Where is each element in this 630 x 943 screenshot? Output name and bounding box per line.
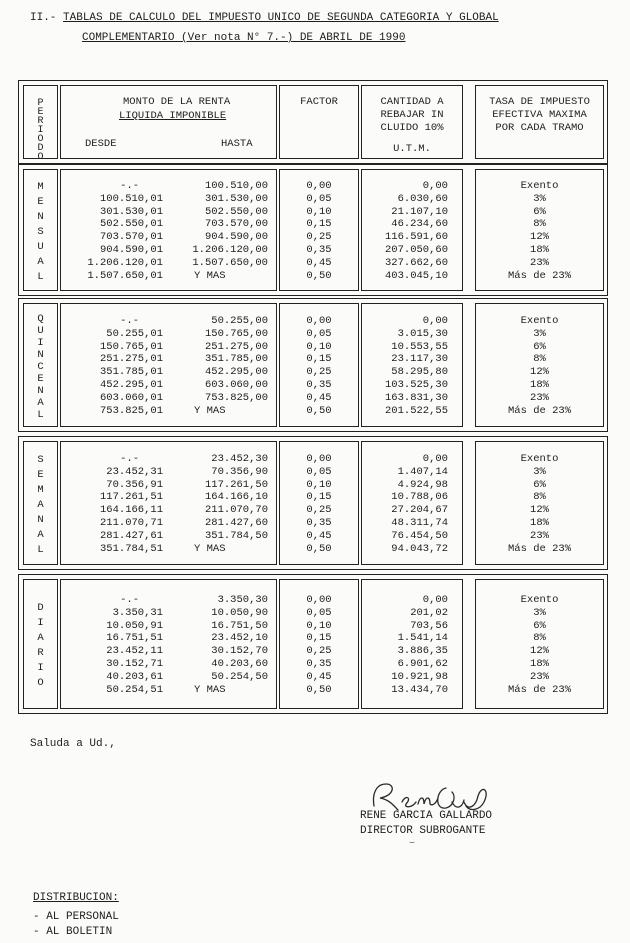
- tasa-cell: [475, 441, 604, 565]
- factor-value: 0,25: [306, 366, 332, 379]
- desde-value: 703.570,01: [99, 231, 163, 244]
- table-row: [61, 658, 276, 671]
- factor-value: 0,00: [306, 453, 332, 465]
- table-row: [61, 405, 276, 418]
- factor-value: 0,25: [306, 504, 332, 517]
- tasa-value: 12%: [530, 645, 549, 658]
- hasta-value: 150.765,00: [204, 327, 268, 340]
- tasa-value: 12%: [530, 366, 549, 379]
- hasta-value: 40.203,60: [211, 657, 268, 670]
- header-tasa-line3: POR CADA TRAMO: [495, 122, 584, 134]
- hasta-value: 50.254,50: [211, 670, 268, 683]
- cantidad-value: 4.924,98: [397, 478, 448, 491]
- period-cell: [23, 579, 58, 709]
- desde-value: 251.275,01: [99, 353, 163, 366]
- tasa-value: 6%: [533, 619, 546, 632]
- cantidad-value: 10.921,98: [391, 670, 448, 683]
- factor-value: 0,50: [306, 269, 332, 282]
- factor-value: 0,45: [306, 529, 332, 542]
- hasta-value: 452.295,00: [204, 366, 268, 379]
- desde-value: 150.765,01: [99, 340, 163, 353]
- cantidad-value: 46.234,60: [391, 218, 448, 231]
- tasa-value: 23%: [530, 670, 549, 683]
- table-row: [61, 315, 276, 328]
- table-row: [61, 328, 276, 341]
- desde-value: 100.510,01: [99, 192, 163, 205]
- table-row: [61, 231, 276, 244]
- cantidad-value: 13.434,70: [391, 683, 448, 696]
- header-periodo: P E R I O D O: [37, 98, 44, 163]
- cantidad-value: 0,00: [422, 594, 448, 606]
- hasta-value: 1.206.120,00: [192, 243, 268, 256]
- tasa-value: Exento: [520, 594, 559, 606]
- table-row: [61, 341, 276, 354]
- desde-value: 164.166,11: [99, 504, 163, 517]
- header-monto-line1: MONTO DE LA RENTA: [123, 96, 231, 108]
- table-header: [18, 80, 608, 164]
- cantidad-value: 1.407,14: [397, 465, 448, 478]
- tasa-value: 3%: [533, 606, 546, 619]
- cantidad-value: 48.311,74: [391, 516, 448, 529]
- hasta-value: 703.570,00: [204, 218, 268, 231]
- desde-value: -.-: [120, 180, 139, 192]
- table-row: [61, 594, 276, 607]
- cantidad-value: 116.591,60: [384, 231, 448, 244]
- desde-value: 50.255,01: [106, 327, 163, 340]
- cantidad-cell: [361, 169, 463, 291]
- heading-subtitle: COMPLEMENTARIO (Ver nota N° 7.-) DE ABRIL DE 1990: [82, 32, 406, 44]
- section-table-mensual: [18, 164, 608, 296]
- factor-value: 0,00: [306, 180, 332, 192]
- table-row: [61, 218, 276, 231]
- hasta-value: 100.510,00: [204, 180, 268, 192]
- cantidad-value: 58.295,80: [391, 366, 448, 379]
- cantidad-value: 201,02: [410, 606, 448, 619]
- signatory-name: RENE GARCIA GALLARDO: [360, 810, 493, 822]
- hasta-value: Y MAS: [194, 404, 226, 417]
- tasa-value: Más de 23%: [507, 542, 571, 555]
- table-row: [61, 491, 276, 504]
- hasta-value: 502.550,00: [204, 205, 268, 218]
- tasa-value: 8%: [533, 632, 546, 645]
- header-desde: DESDE: [85, 138, 117, 150]
- cantidad-value: 27.204,67: [391, 504, 448, 517]
- table-row: [61, 180, 276, 193]
- desde-value: 904.590,01: [99, 243, 163, 256]
- distribution-item: - AL PERSONAL: [33, 911, 119, 923]
- cantidad-value: 207.050,60: [384, 243, 448, 256]
- tasa-value: 6%: [533, 478, 546, 491]
- cantidad-value: 703,56: [410, 619, 448, 632]
- factor-cell: [279, 579, 359, 709]
- hasta-value: 164.166,10: [204, 491, 268, 504]
- hasta-value: 3.350,30: [217, 594, 268, 606]
- cantidad-cell: [361, 303, 463, 427]
- table-row: [61, 206, 276, 219]
- section-table-quincenal: [18, 298, 608, 432]
- cantidad-value: 21.107,10: [391, 205, 448, 218]
- period-cell: [23, 303, 58, 427]
- hasta-value: 23.452,10: [211, 632, 268, 645]
- table-row: [61, 620, 276, 633]
- tasa-value: Más de 23%: [507, 404, 571, 417]
- factor-value: 0,50: [306, 542, 332, 555]
- header-factor: FACTOR: [300, 96, 338, 108]
- cantidad-value: 10.788,06: [391, 491, 448, 504]
- header-tasa-line1: TASA DE IMPUESTO: [489, 96, 590, 108]
- cantidad-value: 76.454,50: [391, 529, 448, 542]
- closing-salutation: Saluda a Ud.,: [30, 738, 116, 750]
- header-monto-cell: [60, 85, 277, 159]
- cantidad-value: 163.831,30: [384, 391, 448, 404]
- factor-value: 0,05: [306, 192, 332, 205]
- desde-value: 452.295,01: [99, 378, 163, 391]
- factor-value: 0,10: [306, 478, 332, 491]
- hasta-value: 1.507.650,00: [192, 256, 268, 269]
- factor-value: 0,35: [306, 243, 332, 256]
- factor-value: 0,10: [306, 619, 332, 632]
- distribution-title: DISTRIBUCION:: [33, 892, 119, 904]
- tasa-value: Más de 23%: [507, 683, 571, 696]
- section-table-semanal: [18, 436, 608, 570]
- factor-value: 0,45: [306, 391, 332, 404]
- header-cantidad-line2: REBAJAR IN: [380, 109, 444, 121]
- tasa-value: 3%: [533, 192, 546, 205]
- period-label: Q U I N C E N A L: [37, 313, 44, 421]
- table-row: [61, 517, 276, 530]
- header-hasta: HASTA: [221, 138, 253, 150]
- factor-value: 0,10: [306, 205, 332, 218]
- renta-cell: [60, 579, 277, 709]
- desde-value: -.-: [120, 453, 139, 465]
- cantidad-value: 10.553,55: [391, 340, 448, 353]
- tasa-value: 3%: [533, 465, 546, 478]
- desde-value: -.-: [120, 315, 139, 327]
- signatory-title: DIRECTOR SUBROGANTE: [360, 825, 486, 837]
- table-row: [61, 270, 276, 283]
- factor-value: 0,05: [306, 465, 332, 478]
- hasta-value: 70.356,90: [211, 465, 268, 478]
- renta-cell: [60, 303, 277, 427]
- factor-value: 0,50: [306, 404, 332, 417]
- factor-value: 0,15: [306, 491, 332, 504]
- factor-value: 0,35: [306, 657, 332, 670]
- tasa-value: 6%: [533, 205, 546, 218]
- factor-value: 0,45: [306, 256, 332, 269]
- desde-value: 502.550,01: [99, 218, 163, 231]
- table-row: [61, 479, 276, 492]
- tasa-value: Exento: [520, 180, 559, 192]
- cantidad-value: 3.015,30: [397, 327, 448, 340]
- table-row: [61, 607, 276, 620]
- cantidad-value: 6.030,60: [397, 192, 448, 205]
- desde-value: 1.507.650,01: [87, 269, 163, 282]
- hasta-value: 281.427,60: [204, 516, 268, 529]
- header-periodo-cell: [23, 85, 58, 163]
- period-label: S E M A N A L: [37, 454, 44, 556]
- hasta-value: 753.825,00: [204, 391, 268, 404]
- tasa-value: 18%: [530, 516, 549, 529]
- cantidad-value: 327.662,60: [384, 256, 448, 269]
- cantidad-value: 94.043,72: [391, 542, 448, 555]
- table-row: [61, 645, 276, 658]
- header-cantidad-line3: CLUIDO 10%: [380, 122, 444, 134]
- desde-value: 23.452,31: [106, 465, 163, 478]
- desde-value: 301.530,01: [99, 205, 163, 218]
- hasta-value: 117.261,50: [204, 478, 268, 491]
- hasta-value: 23.452,30: [211, 453, 268, 465]
- tasa-value: 12%: [530, 504, 549, 517]
- cantidad-cell: [361, 579, 463, 709]
- renta-cell: [60, 441, 277, 565]
- table-row: [61, 530, 276, 543]
- header-cantidad-cell: [361, 85, 463, 159]
- factor-value: 0,00: [306, 315, 332, 327]
- cantidad-value: 201.522,55: [384, 404, 448, 417]
- header-tasa-line2: EFECTIVA MAXIMA: [492, 109, 587, 121]
- heading-title: TABLAS DE CALCULO DEL IMPUESTO UNICO DE SEGUNDA CATEGORIA Y GLOBAL: [63, 12, 499, 24]
- table-row: [61, 671, 276, 684]
- tasa-value: Exento: [520, 453, 559, 465]
- desde-value: 281.427,61: [99, 529, 163, 542]
- header-factor-cell: [279, 85, 359, 159]
- factor-value: 0,15: [306, 353, 332, 366]
- factor-value: 0,00: [306, 594, 332, 606]
- tasa-value: Exento: [520, 315, 559, 327]
- table-row: [61, 684, 276, 697]
- factor-value: 0,10: [306, 340, 332, 353]
- section-table-diario: [18, 574, 608, 714]
- cantidad-cell: [361, 441, 463, 565]
- tasa-value: 18%: [530, 657, 549, 670]
- hasta-value: 351.784,50: [204, 529, 268, 542]
- table-row: [61, 504, 276, 517]
- tasa-value: 18%: [530, 378, 549, 391]
- header-monto-line2: LIQUIDA IMPONIBLE: [119, 110, 227, 122]
- factor-value: 0,35: [306, 516, 332, 529]
- table-row: [61, 244, 276, 257]
- factor-value: 0,50: [306, 683, 332, 696]
- factor-value: 0,05: [306, 606, 332, 619]
- hasta-value: 50.255,00: [211, 315, 268, 327]
- desde-value: 351.784,51: [99, 542, 163, 555]
- table-row: [61, 466, 276, 479]
- header-cantidad-line1: CANTIDAD A: [380, 96, 444, 108]
- period-cell: [23, 169, 58, 291]
- desde-value: 117.261,51: [99, 491, 163, 504]
- tasa-value: 3%: [533, 327, 546, 340]
- distribution-item: - AL BOLETIN: [33, 926, 113, 938]
- hasta-value: 211.070,70: [204, 504, 268, 517]
- hasta-value: 251.275,00: [204, 340, 268, 353]
- hasta-value: Y MAS: [194, 683, 226, 696]
- hasta-value: Y MAS: [194, 269, 226, 282]
- desde-value: 351.785,01: [99, 366, 163, 379]
- tasa-value: 23%: [530, 529, 549, 542]
- desde-value: 50.254,51: [106, 683, 163, 696]
- factor-cell: [279, 169, 359, 291]
- table-row: [61, 257, 276, 270]
- heading-line-1: [30, 12, 499, 24]
- desde-value: 40.203,61: [106, 670, 163, 683]
- desde-value: 753.825,01: [99, 404, 163, 417]
- table-row: [61, 632, 276, 645]
- cantidad-value: 103.525,30: [384, 378, 448, 391]
- factor-value: 0,35: [306, 378, 332, 391]
- factor-value: 0,25: [306, 645, 332, 658]
- renta-cell: [60, 169, 277, 291]
- cantidad-value: 6.901,62: [397, 657, 448, 670]
- hasta-value: 30.152,70: [211, 645, 268, 658]
- hasta-value: 351.785,00: [204, 353, 268, 366]
- cantidad-value: 0,00: [422, 180, 448, 192]
- table-row: [61, 543, 276, 556]
- tasa-cell: [475, 169, 604, 291]
- hasta-value: 603.060,00: [204, 378, 268, 391]
- period-label: M E N S U A L: [37, 181, 44, 283]
- factor-value: 0,05: [306, 327, 332, 340]
- header-cantidad-line4: U.T.M.: [393, 143, 431, 155]
- signature-mark: ⌣: [409, 838, 415, 848]
- header-tasa-cell: [475, 85, 604, 159]
- table-row: [61, 453, 276, 466]
- table-row: [61, 392, 276, 405]
- hasta-value: 16.751,50: [211, 619, 268, 632]
- tasa-value: Más de 23%: [507, 269, 571, 282]
- cantidad-value: 0,00: [422, 453, 448, 465]
- desde-value: 30.152,71: [106, 657, 163, 670]
- tasa-value: 8%: [533, 353, 546, 366]
- hasta-value: Y MAS: [194, 542, 226, 555]
- period-label: D I A R I O: [37, 602, 44, 689]
- factor-cell: [279, 441, 359, 565]
- factor-value: 0,15: [306, 632, 332, 645]
- desde-value: -.-: [120, 594, 139, 606]
- heading-line-2: [82, 32, 405, 44]
- tasa-value: 8%: [533, 491, 546, 504]
- period-cell: [23, 441, 58, 565]
- tasa-value: 18%: [530, 243, 549, 256]
- table-row: [61, 379, 276, 392]
- tasa-value: 23%: [530, 256, 549, 269]
- desde-value: 1.206.120,01: [87, 256, 163, 269]
- tasa-cell: [475, 303, 604, 427]
- factor-value: 0,45: [306, 670, 332, 683]
- cantidad-value: 23.117,30: [391, 353, 448, 366]
- factor-cell: [279, 303, 359, 427]
- desde-value: 16.751,51: [106, 632, 163, 645]
- cantidad-value: 0,00: [422, 315, 448, 327]
- hasta-value: 904.590,00: [204, 231, 268, 244]
- cantidad-value: 403.045,10: [384, 269, 448, 282]
- desde-value: 603.060,01: [99, 391, 163, 404]
- cantidad-value: 3.886,35: [397, 645, 448, 658]
- tasa-cell: [475, 579, 604, 709]
- tasa-value: 12%: [530, 231, 549, 244]
- factor-value: 0,15: [306, 218, 332, 231]
- heading-prefix: II.-: [30, 12, 64, 24]
- table-row: [61, 193, 276, 206]
- tasa-value: 6%: [533, 340, 546, 353]
- desde-value: 10.050,91: [106, 619, 163, 632]
- hasta-value: 301.530,00: [204, 192, 268, 205]
- desde-value: 3.350,31: [112, 606, 163, 619]
- table-row: [61, 353, 276, 366]
- tasa-value: 8%: [533, 218, 546, 231]
- desde-value: 211.070,71: [99, 516, 163, 529]
- cantidad-value: 1.541,14: [397, 632, 448, 645]
- desde-value: 23.452,11: [106, 645, 163, 658]
- tasa-value: 23%: [530, 391, 549, 404]
- desde-value: 70.356,91: [106, 478, 163, 491]
- factor-value: 0,25: [306, 231, 332, 244]
- table-row: [61, 366, 276, 379]
- hasta-value: 10.050,90: [211, 606, 268, 619]
